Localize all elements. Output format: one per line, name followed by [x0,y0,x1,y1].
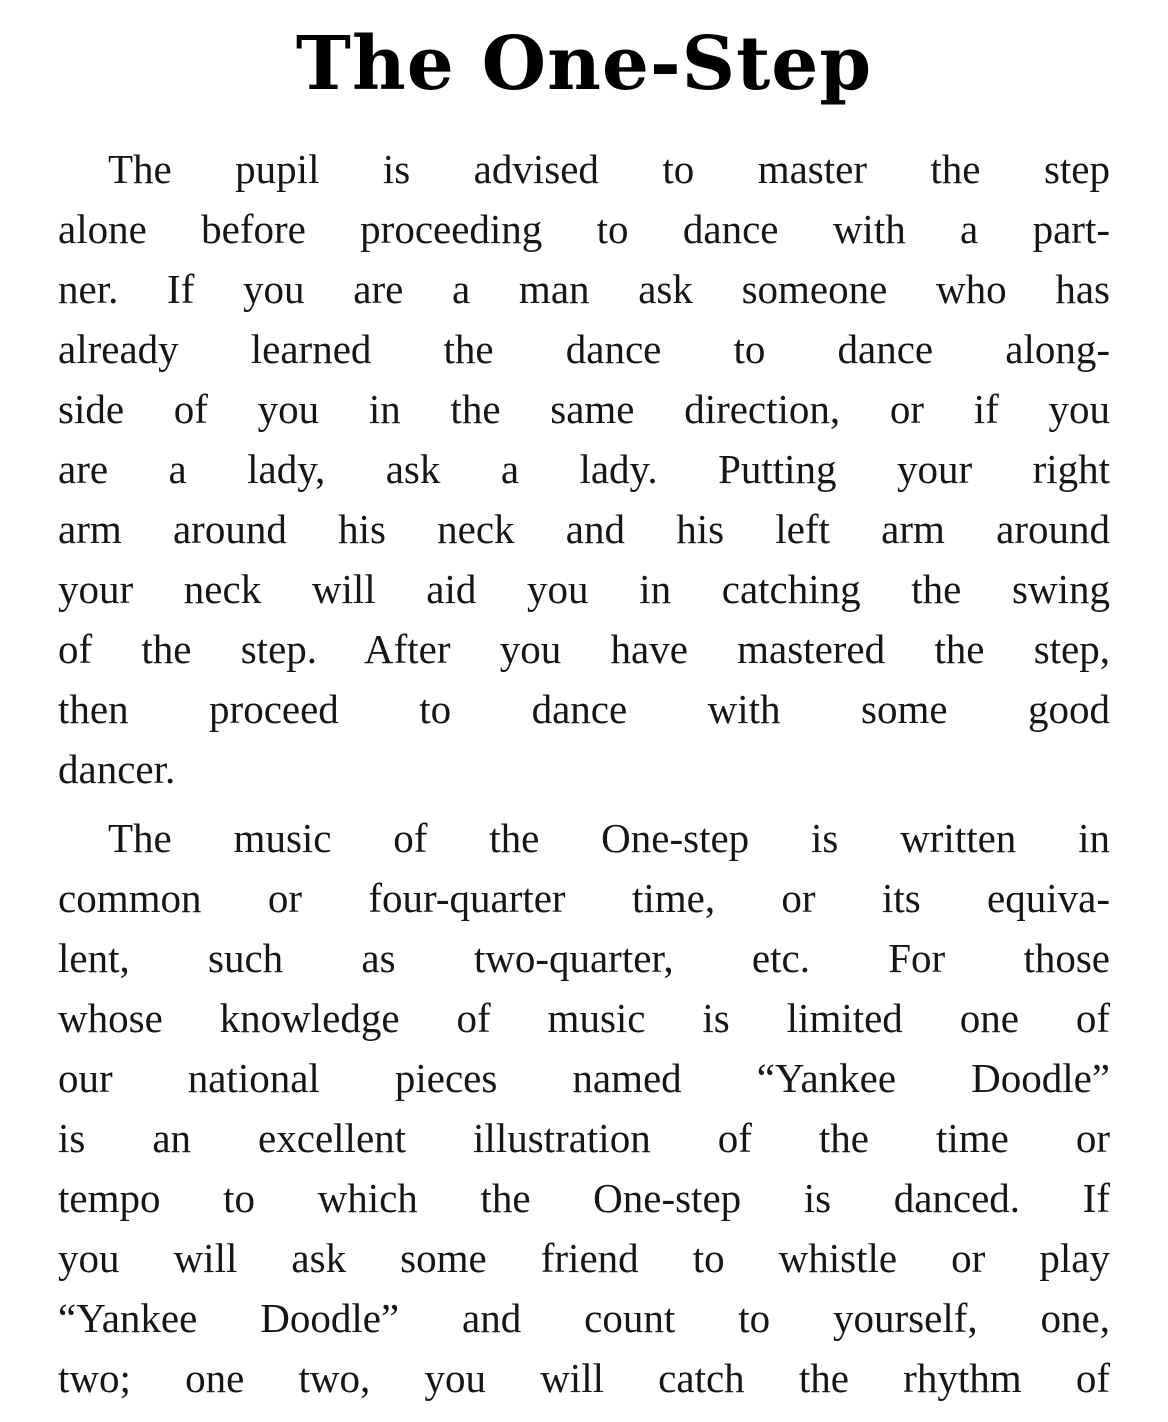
paragraph-1-line-8: your neck will aid you in catching the swing [58,566,1110,612]
paragraph-2-line-1: The music of the One-step is written in [108,815,1110,861]
page-title: The One-Step [295,21,873,107]
paragraph-1-line-1: The pupil is advised to master the step [108,146,1110,192]
paragraph-2-line-6: is an excellent illustration of the time or [58,1115,1110,1161]
paragraph-1-line-7: arm around his neck and his left arm around [58,506,1110,552]
paragraph-2-line-8: you will ask some friend to whistle or play [58,1235,1110,1281]
paragraph-2-line-5: our national pieces named “Yankee Doodle” [58,1055,1110,1101]
paragraph-1-line-3: ner. If you are a man ask someone who has [58,266,1110,312]
paragraph-1-line-9: of the step. After you have mastered the step, [58,626,1110,672]
paragraph-2-line-4: whose knowledge of music is limited one of [58,995,1110,1041]
paragraph-1-line-11: dancer. [58,746,176,792]
paragraph-1-line-2: alone before proceeding to dance with a part- [58,206,1110,252]
paragraph-1-line-4: already learned the dance to dance along- [58,326,1110,372]
paragraph-1-line-5: side of you in the same direction, or if you [58,386,1110,432]
paragraph-1-line-6: are a lady, ask a lady. Putting your right [58,446,1110,492]
paragraph-2-line-3: lent, such as two-quarter, etc. For those [58,935,1110,981]
paragraph-2-line-2: common or four-quarter time, or its equiva- [58,875,1110,921]
paragraph-2-line-10: two; one two, you will catch the rhythm of [58,1355,1110,1401]
paragraph-1-line-10: then proceed to dance with some good [58,686,1110,732]
paragraph-2-line-9: “Yankee Doodle” and count to yourself, one, [58,1295,1110,1341]
paragraph-2-line-7: tempo to which the One-step is danced. If [58,1175,1110,1221]
